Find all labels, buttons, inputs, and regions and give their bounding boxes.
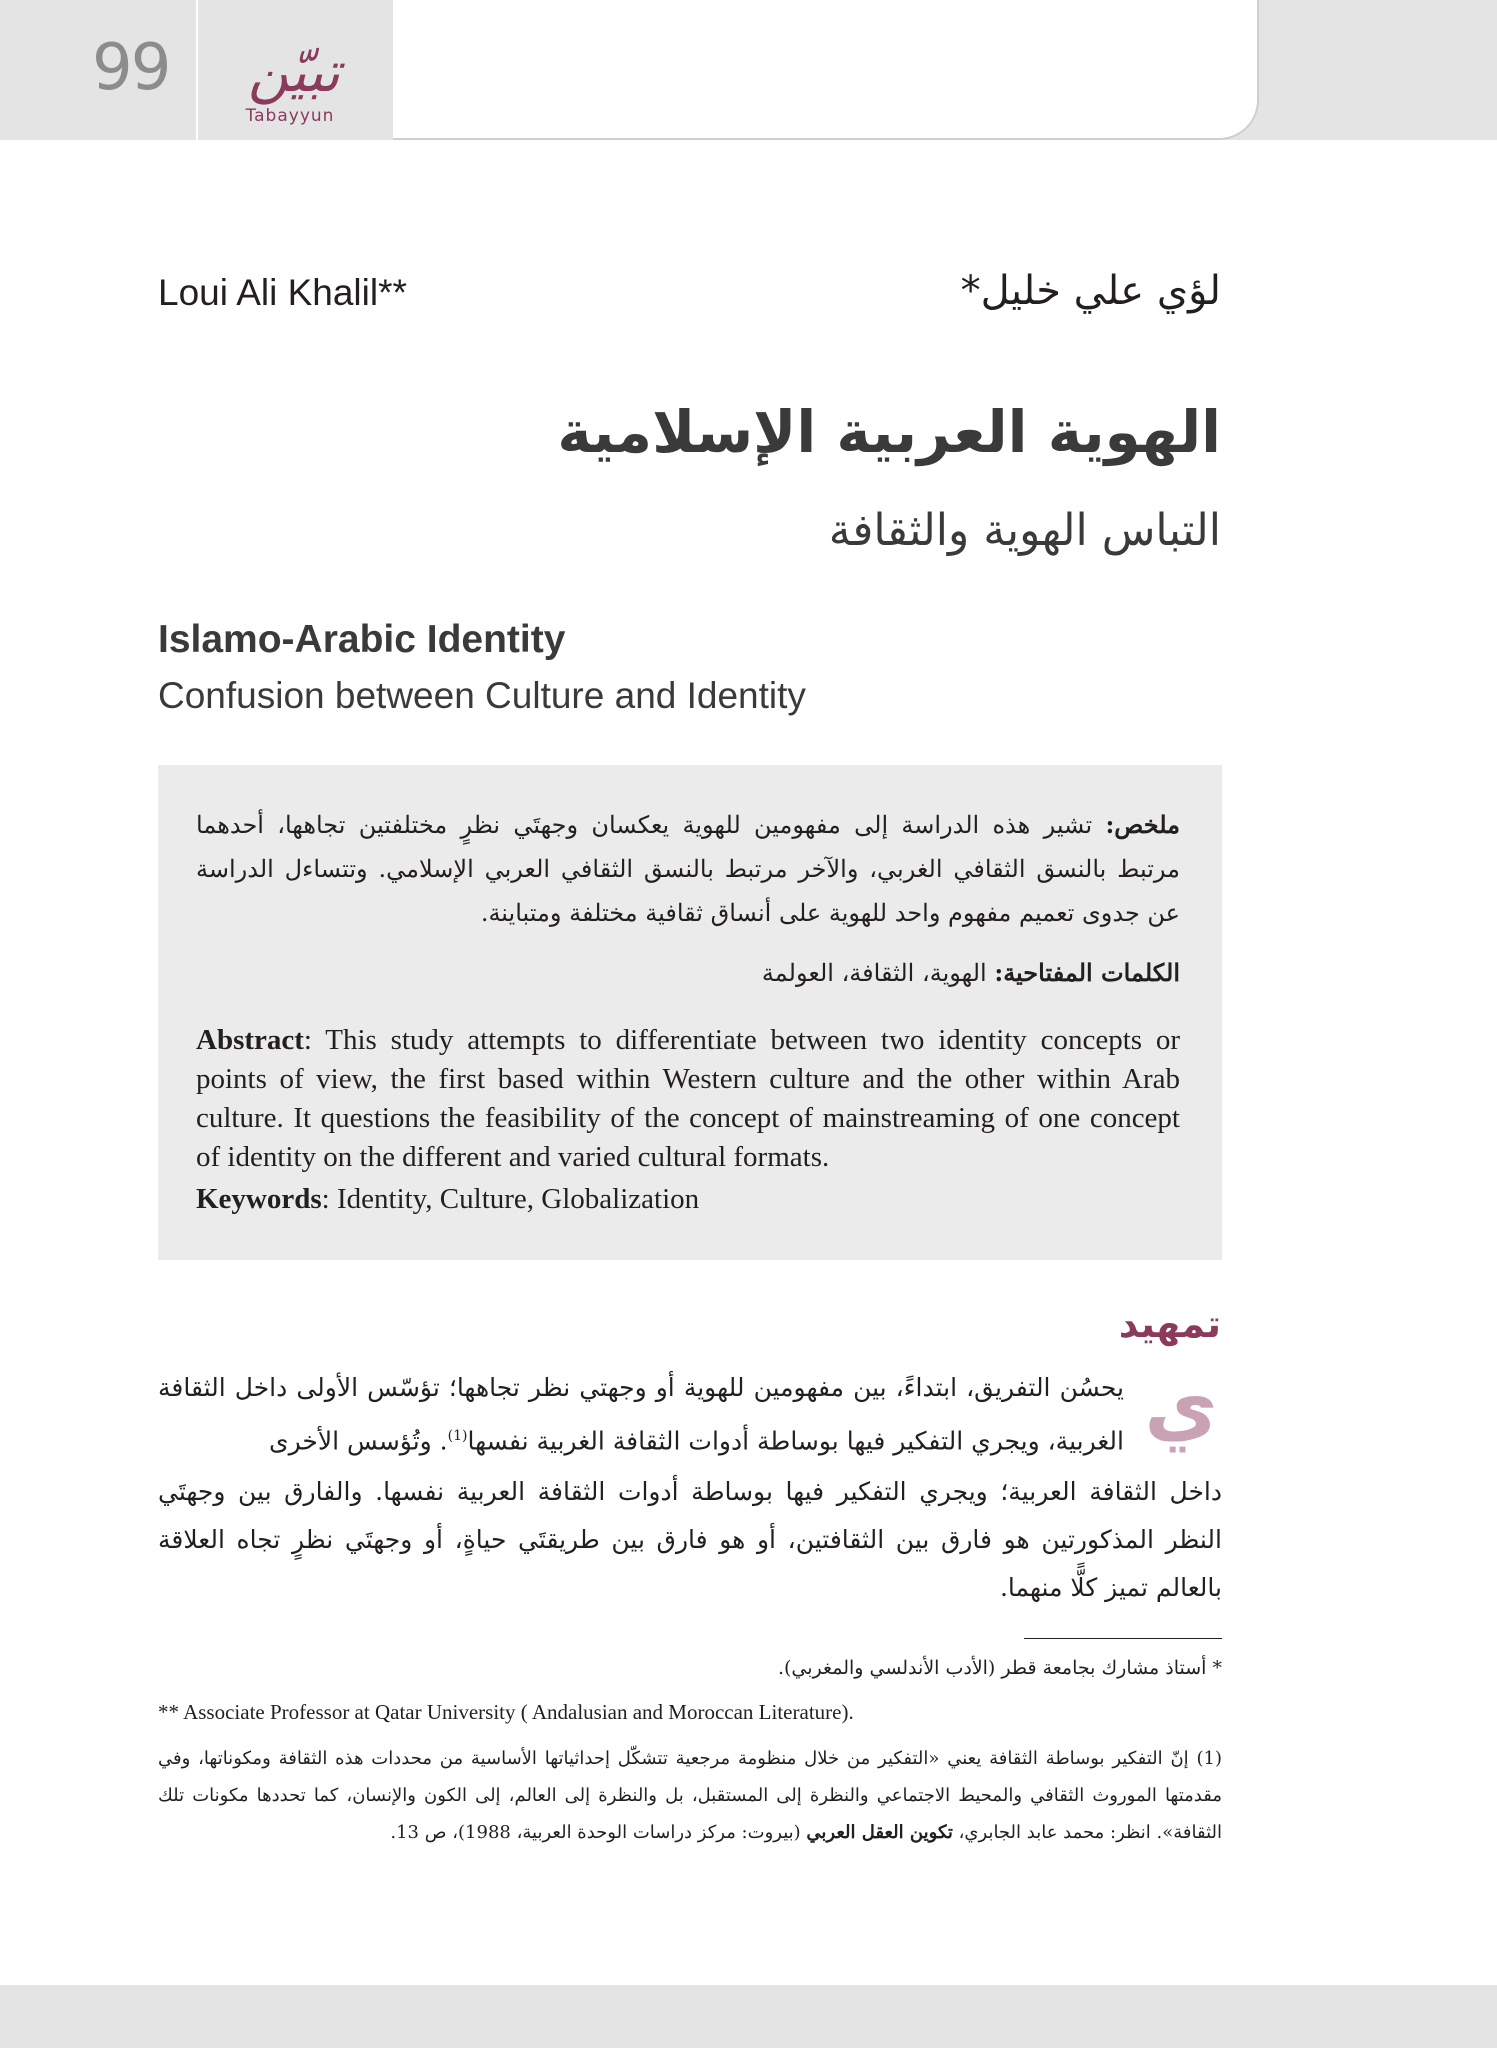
footnote-ref-1[interactable]: (1)	[447, 1428, 468, 1444]
keywords-english-label: Keywords	[196, 1183, 322, 1215]
abstract-box	[158, 765, 1222, 1260]
dropcap-letter: ي	[1144, 1359, 1218, 1452]
abstract-arabic-label: ملخص:	[1105, 810, 1180, 839]
abstract-arabic-text: تشير هذه الدراسة إلى مفهومين للهوية يعكسان وجهتَي نظرٍ مختلفتين تجاهها، أحدهما مرتبط بالنسق الثقافي الغربي، والآخر مرتبط بالنسق الثقافي العربي الإسلامي. وتتساءل الدراسة عن جدوى تعميم مفهوم واحد للهوية على أنساق ثقافية مختلفة ومتباينة.	[196, 811, 1180, 927]
keywords-arabic-label: الكلمات المفتاحية:	[994, 958, 1180, 987]
footnote-rule	[1024, 1638, 1222, 1639]
subtitle-arabic: التباس الهوية والثقافة	[828, 505, 1221, 556]
body-paragraph-continuation: داخل الثقافة العربية؛ ويجري التفكير فيها بوساطة أدوات الثقافة العربية نفسها. والفارق بين وجهتَي النظر المذكورتين هو فارق بين الثقافتين، أو هو فارق بين طريقتَي حياةٍ، أو وجهتَي نظرٍ تجاه العلاقة بالعالم تميز كلًّا منهما.	[158, 1477, 1222, 1602]
author-english: Loui Ali Khalil**	[158, 272, 407, 313]
footnote-1-text: (1) إنّ التفكير بوساطة الثقافة يعني «التفكير من خلال منظومة مرجعية تتشكّل إحداثياتها الأساسية من محددات هذه الثقافة ومكوناتها، وفي مقدمتها الموروث الثقافي والمحيط الاجتماعي والنظرة إلى المستقبل، بل والنظرة إلى العالم، إلى الكون والإنسان، كما تحددها مكونات تلك الثقافة». انظر: محمد عابد الجابري،	[158, 1748, 1222, 1843]
title-arabic: الهوية العربية الإسلامية	[557, 398, 1221, 466]
body-text-1-end: . وتُؤسس الأخرى	[269, 1426, 448, 1456]
subtitle-english: Confusion between Culture and Identity	[158, 675, 806, 716]
abstract-arabic	[196, 803, 1180, 935]
author-arabic: لؤي علي خليل*	[960, 268, 1221, 314]
page-number: 99	[92, 31, 170, 105]
keywords-english	[196, 1180, 1180, 1219]
footnote-1-end: (بيروت: مركز دراسات الوحدة العربية، 1988)، ص 13.	[390, 1822, 807, 1843]
journal-logo: تبيّن	[247, 40, 340, 105]
footnote-star-english: ** Associate Professor at Qatar University ( Andalusian and Moroccan Literature).	[158, 1700, 854, 1724]
journal-logo-latin: Tabayyun	[245, 106, 335, 126]
body-text-1: يحسُن التفريق، ابتداءً، بين مفهومين للهوية أو وجهتي نظر تجاهها؛ تؤسّس الأولى داخل الثقافة الغربية، ويجري التفكير فيها بوساطة أدوات الثقافة الغربية نفسها	[158, 1373, 1124, 1456]
abstract-english-label: Abstract	[196, 1024, 304, 1056]
footnote-1	[158, 1740, 1222, 1851]
section-title: تمهيد	[1118, 1302, 1221, 1346]
header-divider	[196, 0, 198, 140]
body-paragraph-start	[158, 1364, 1124, 1465]
keywords-arabic-text: الهوية، الثقافة، العولمة	[761, 959, 987, 987]
footer-band	[0, 1985, 1497, 2048]
header-white-panel	[393, 0, 1259, 140]
keywords-arabic	[196, 951, 1180, 995]
title-english: Islamo-Arabic Identity	[158, 618, 566, 661]
footnote-star-arabic: * أستاذ مشارك بجامعة قطر (الأدب الأندلسي والمغربي).	[777, 1657, 1222, 1679]
abstract-english	[196, 1021, 1180, 1177]
abstract-english-text: : This study attempts to differentiate between two identity concepts or points of view, the first based within Western culture and the other within Arab culture. It questions the feasibility of the concept of mainstreaming of one concept of identity on the different and varied cultural formats.	[196, 1024, 1180, 1173]
footnote-1-book: تكوين العقل العربي	[806, 1822, 953, 1843]
keywords-english-text: : Identity, Culture, Globalization	[321, 1183, 700, 1215]
